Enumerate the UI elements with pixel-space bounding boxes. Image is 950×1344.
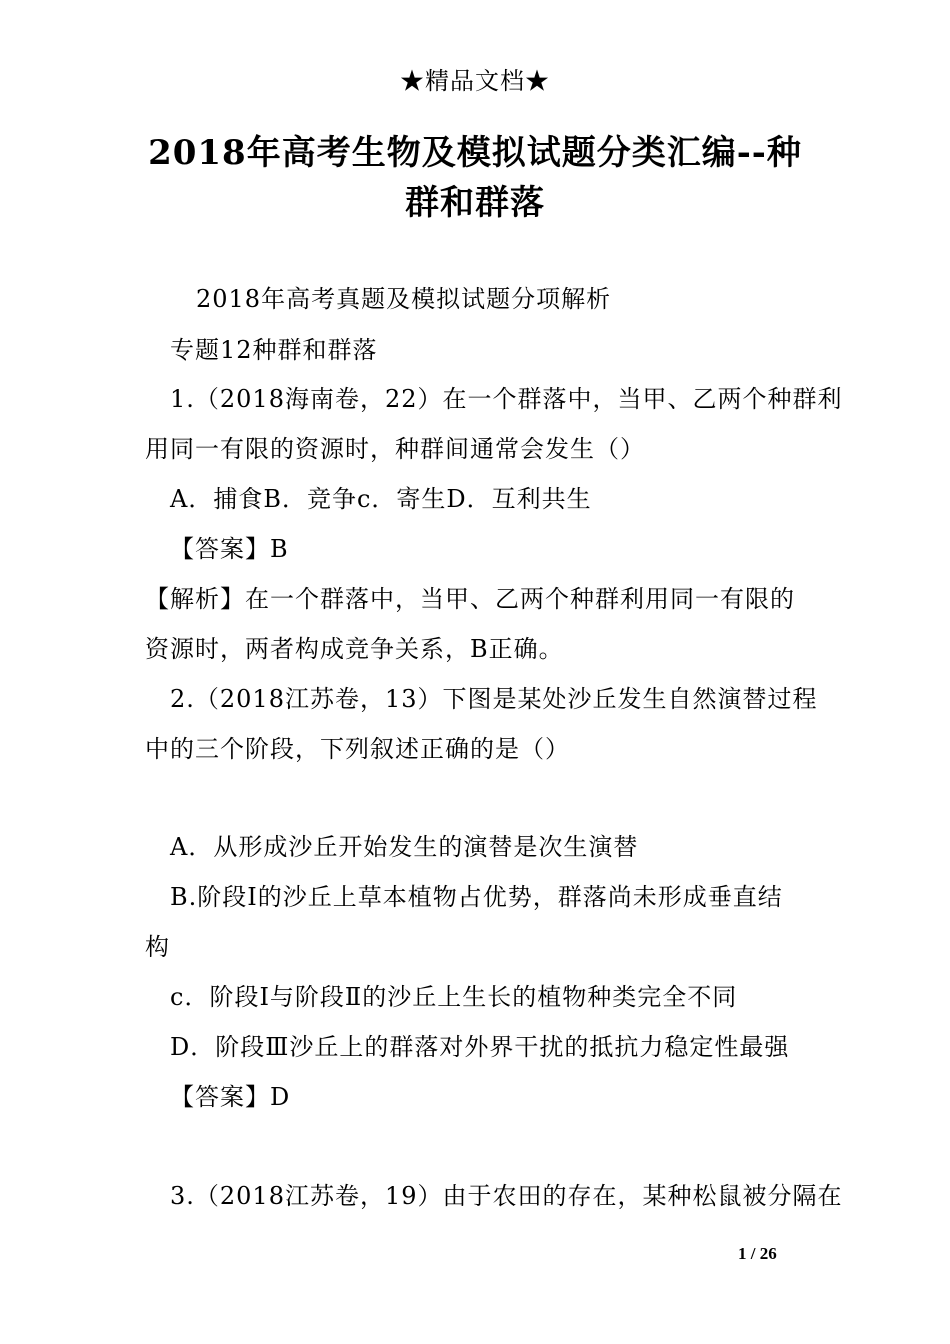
document-header-mark: ★精品文档★ — [400, 67, 550, 95]
document-title-line-1: 2018年高考生物及模拟试题分类汇编--种 — [148, 133, 802, 173]
question-2-line-1: 2.（2018江苏卷，13）下图是某处沙丘发生自然演替过程 — [170, 685, 818, 713]
document-title-line-2: 群和群落 — [405, 183, 545, 223]
question-2-option-c: c．阶段Ⅰ与阶段Ⅱ的沙丘上生长的植物种类完全不同 — [170, 983, 738, 1011]
question-1-answer: 【答案】B — [170, 535, 289, 563]
page-number: 1 / 26 — [738, 1244, 777, 1263]
question-1-analysis-line-2: 资源时，两者构成竞争关系，B正确。 — [145, 635, 564, 663]
question-1-options: A．捕食B．竞争c．寄生D．互利共生 — [170, 485, 592, 513]
topic-heading: 专题12种群和群落 — [170, 336, 378, 364]
question-1-line-1: 1.（2018海南卷，22）在一个群落中，当甲、乙两个种群利 — [170, 385, 843, 413]
question-1-line-2: 用同一有限的资源时，种群间通常会发生（） — [145, 435, 645, 463]
question-2-option-a: A．从形成沙丘开始发生的演替是次生演替 — [170, 833, 639, 861]
question-2-line-2: 中的三个阶段，下列叙述正确的是（） — [145, 735, 570, 763]
subtitle: 2018年高考真题及模拟试题分项解析 — [196, 285, 612, 313]
question-2-answer: 【答案】D — [170, 1083, 291, 1111]
question-3-line-1: 3.（2018江苏卷，19）由于农田的存在，某种松鼠被分隔在 — [170, 1182, 843, 1210]
question-2-option-b-line-1: B.阶段Ⅰ的沙丘上草本植物占优势，群落尚未形成垂直结 — [170, 883, 783, 911]
question-2-option-b-line-2: 构 — [145, 933, 170, 961]
question-1-analysis-line-1: 【解析】在一个群落中，当甲、乙两个种群利用同一有限的 — [145, 585, 795, 613]
question-2-option-d: D．阶段Ⅲ沙丘上的群落对外界干扰的抵抗力稳定性最强 — [170, 1033, 790, 1061]
